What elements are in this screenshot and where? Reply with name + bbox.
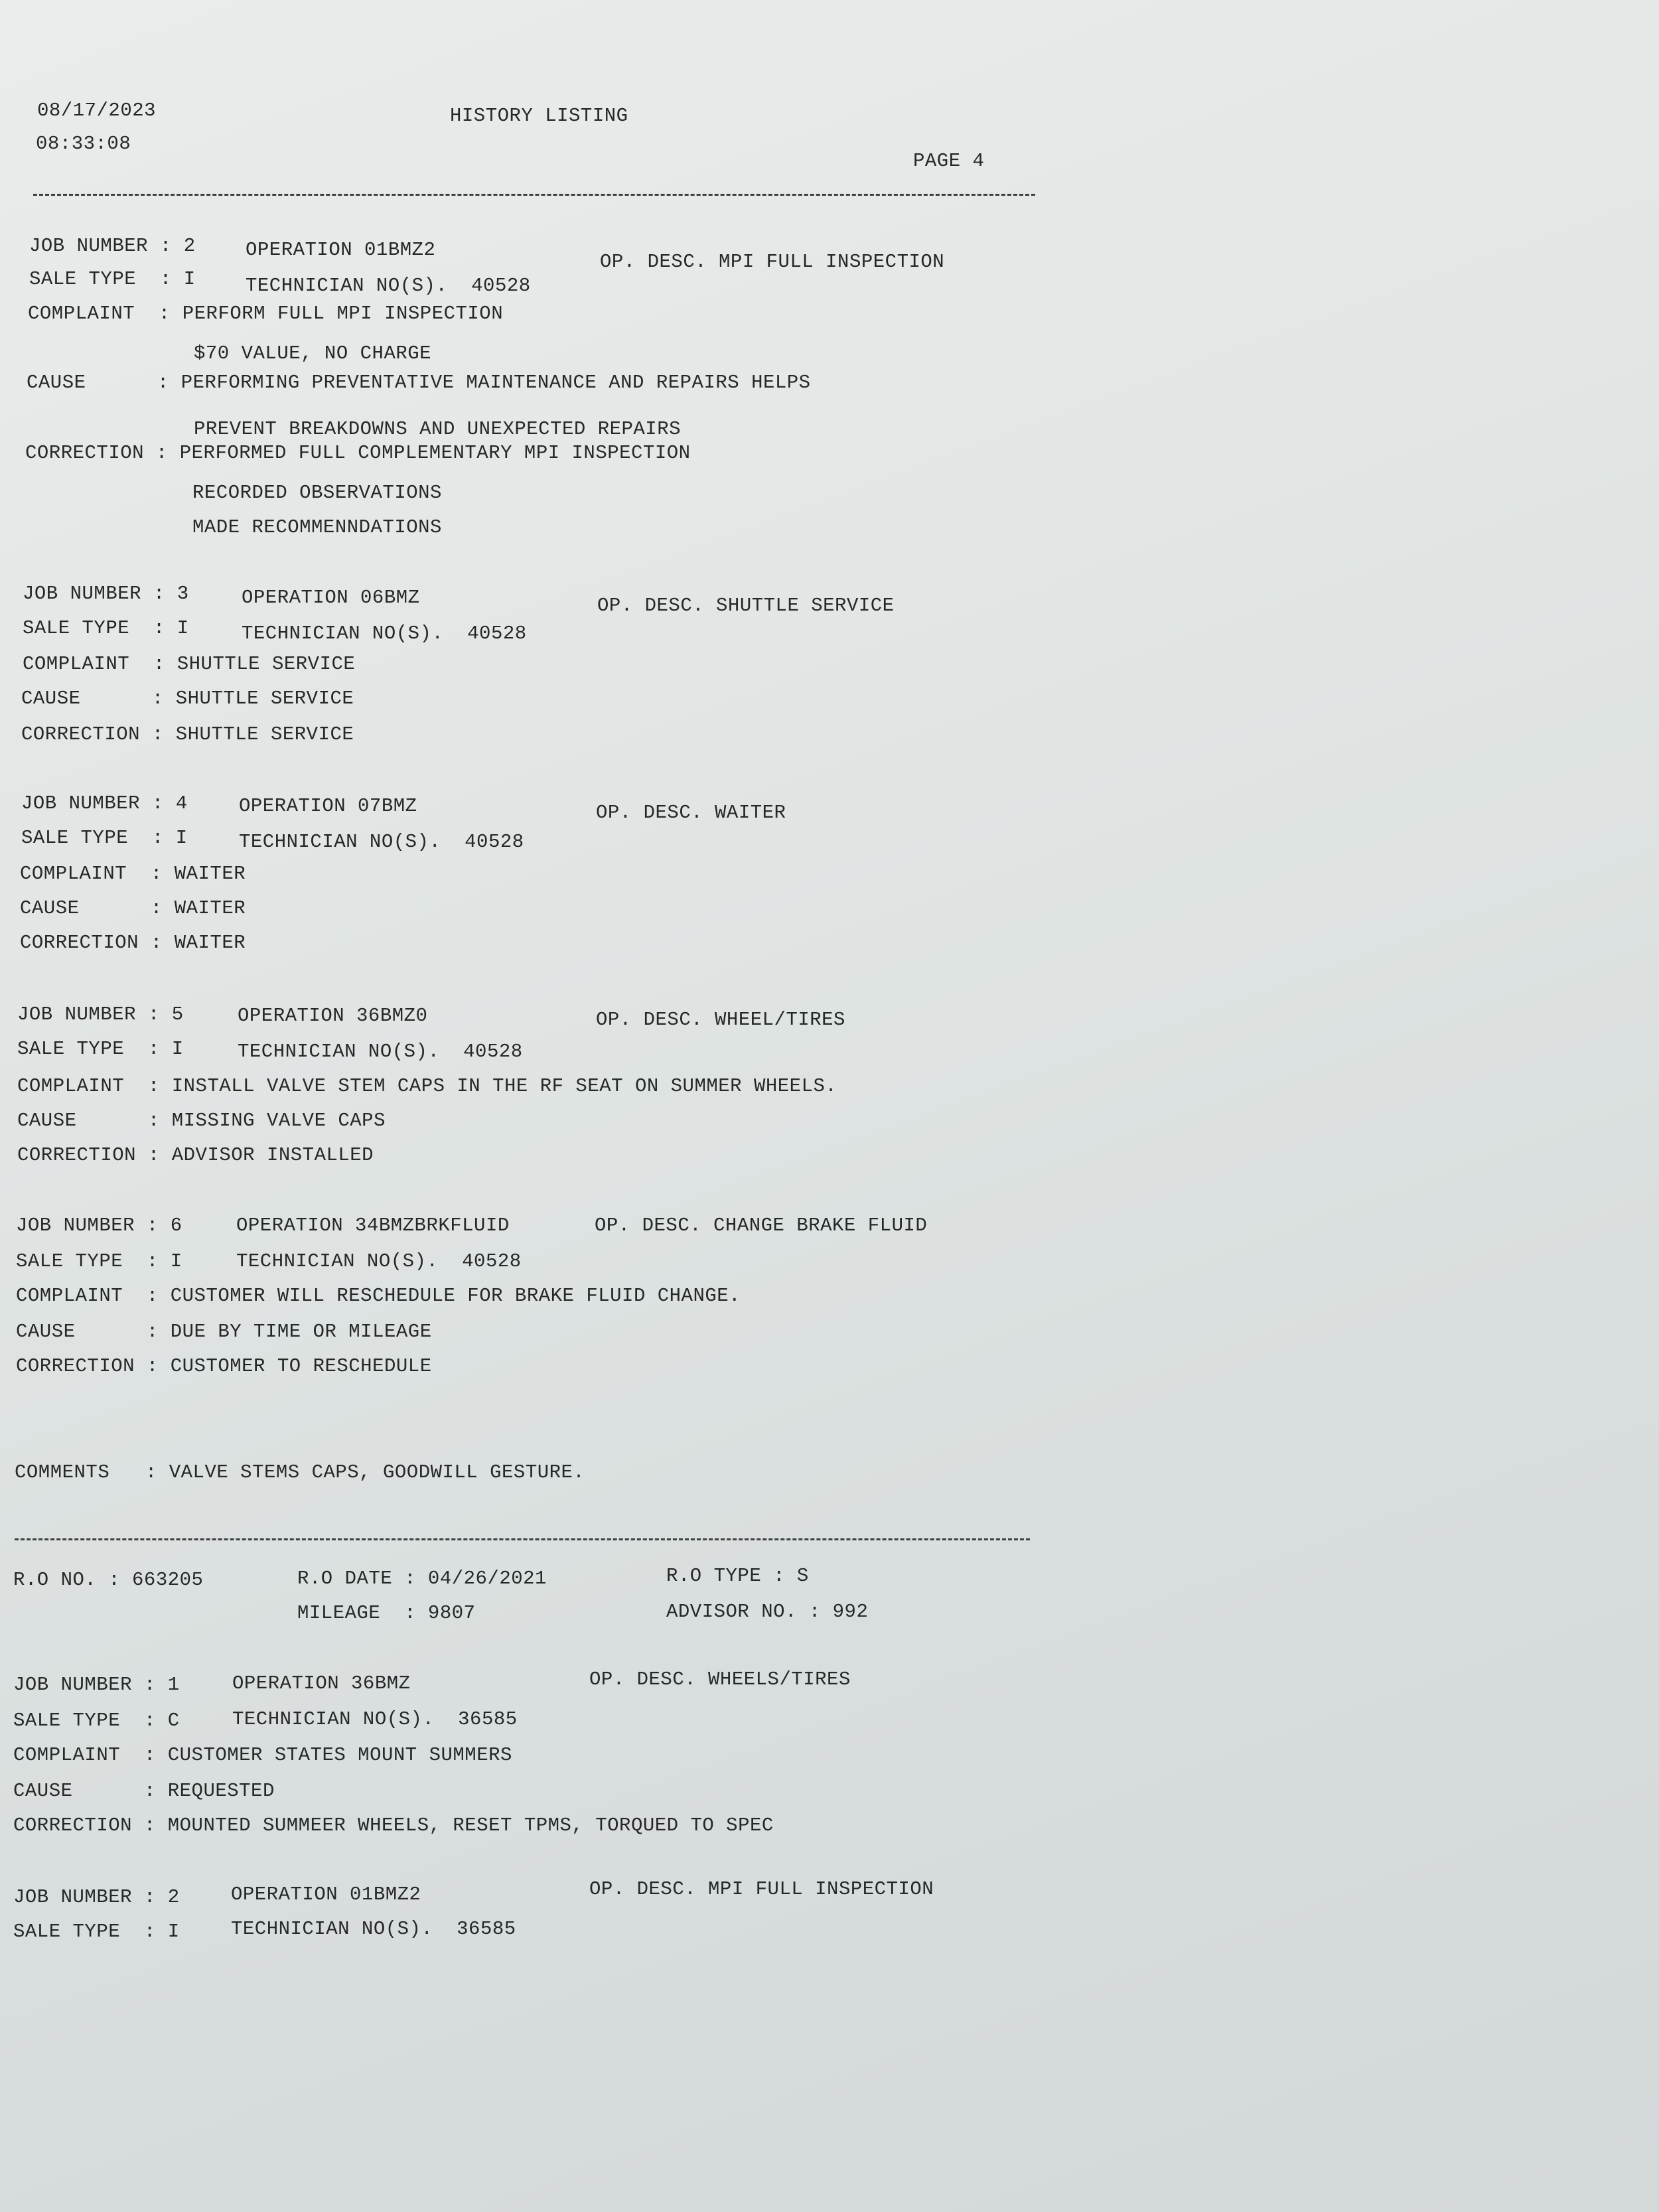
job-number: JOB NUMBER : 4 [21, 792, 188, 814]
job-cause: CAUSE : SHUTTLE SERVICE [21, 688, 354, 709]
job-correction: CORRECTION : CUSTOMER TO RESCHEDULE [16, 1355, 432, 1377]
job-correction: CORRECTION : SHUTTLE SERVICE [21, 723, 354, 745]
job-op-desc: OP. DESC. MPI FULL INSPECTION [589, 1878, 934, 1900]
job-complaint: COMPLAINT : CUSTOMER WILL RESCHEDULE FOR BRAKE FLUID CHANGE. [16, 1285, 741, 1307]
job-operation: OPERATION 01BMZ2 [246, 239, 436, 261]
print-date: 08/17/2023 [37, 100, 157, 121]
ro-mileage: MILEAGE : 9807 [297, 1602, 476, 1624]
job-number: JOB NUMBER : 5 [17, 1003, 184, 1025]
job-number: JOB NUMBER : 6 [16, 1215, 182, 1236]
job-op-desc: OP. DESC. WHEEL/TIRES [596, 1009, 845, 1031]
job-technician: TECHNICIAN NO(S). 40528 [246, 275, 531, 297]
job-technician: TECHNICIAN NO(S). 40528 [242, 623, 527, 644]
job-sale-type: SALE TYPE : I [23, 617, 189, 639]
job-number: JOB NUMBER : 2 [29, 235, 196, 257]
job-technician: TECHNICIAN NO(S). 36585 [232, 1708, 518, 1730]
job-number: JOB NUMBER : 1 [13, 1674, 180, 1696]
job-sale-type: SALE TYPE : I [29, 268, 196, 290]
job-technician: TECHNICIAN NO(S). 40528 [236, 1250, 522, 1272]
header-divider [33, 194, 1035, 196]
job-op-desc: OP. DESC. WHEELS/TIRES [589, 1668, 851, 1690]
job-op-desc: OP. DESC. WAITER [596, 802, 786, 824]
section-divider [15, 1538, 1030, 1540]
job-correction: CORRECTION : MOUNTED SUMMEER WHEELS, RESET TPMS, TORQUED TO SPEC [13, 1814, 774, 1836]
job-cause: CAUSE : REQUESTED [13, 1780, 275, 1802]
job-number: JOB NUMBER : 3 [23, 583, 189, 605]
job-sale-type: SALE TYPE : I [17, 1038, 184, 1060]
job-sale-type: SALE TYPE : C [13, 1710, 180, 1732]
job-cause: CAUSE : WAITER [20, 897, 246, 919]
ro-advisor: ADVISOR NO. : 992 [666, 1601, 869, 1623]
job-op-desc: OP. DESC. MPI FULL INSPECTION [600, 251, 945, 273]
print-time: 08:33:08 [36, 133, 131, 155]
job-correction-cont: RECORDED OBSERVATIONS [192, 482, 442, 504]
job-technician: TECHNICIAN NO(S). 40528 [238, 1041, 523, 1063]
job-complaint: COMPLAINT : CUSTOMER STATES MOUNT SUMMERS [13, 1744, 512, 1766]
job-op-desc: OP. DESC. CHANGE BRAKE FLUID [595, 1215, 928, 1236]
job-operation: OPERATION 36BMZ [232, 1672, 411, 1694]
job-number: JOB NUMBER : 2 [13, 1886, 180, 1908]
ro-number: R.O NO. : 663205 [13, 1569, 204, 1591]
job-operation: OPERATION 34BMZBRKFLUID [236, 1215, 510, 1236]
job-cause-cont: PREVENT BREAKDOWNS AND UNEXPECTED REPAIRS [194, 418, 682, 440]
job-correction: CORRECTION : PERFORMED FULL COMPLEMENTARY MPI INSPECTION [25, 442, 691, 464]
job-correction: CORRECTION : WAITER [20, 932, 246, 954]
job-sale-type: SALE TYPE : I [16, 1250, 182, 1272]
ro-type: R.O TYPE : S [666, 1565, 809, 1587]
job-complaint: COMPLAINT : WAITER [20, 863, 246, 885]
job-complaint: COMPLAINT : INSTALL VALVE STEM CAPS IN THE RF SEAT ON SUMMER WHEELS. [17, 1075, 837, 1097]
page-title: HISTORY LISTING [450, 105, 628, 127]
job-operation: OPERATION 36BMZ0 [238, 1005, 428, 1027]
job-cause: CAUSE : DUE BY TIME OR MILEAGE [16, 1321, 432, 1343]
job-operation: OPERATION 01BMZ2 [231, 1883, 421, 1905]
ro-date: R.O DATE : 04/26/2021 [297, 1568, 547, 1589]
job-correction-cont: MADE RECOMMENNDATIONS [192, 516, 442, 538]
comments: COMMENTS : VALVE STEMS CAPS, GOODWILL GESTURE. [15, 1461, 585, 1483]
job-complaint-cont: $70 VALUE, NO CHARGE [194, 342, 432, 364]
job-cause: CAUSE : PERFORMING PREVENTATIVE MAINTENANCE AND REPAIRS HELPS [27, 372, 811, 394]
job-op-desc: OP. DESC. SHUTTLE SERVICE [597, 595, 895, 617]
job-cause: CAUSE : MISSING VALVE CAPS [17, 1110, 386, 1132]
job-correction: CORRECTION : ADVISOR INSTALLED [17, 1144, 374, 1166]
job-technician: TECHNICIAN NO(S). 40528 [239, 831, 524, 853]
job-operation: OPERATION 06BMZ [242, 587, 420, 609]
job-complaint: COMPLAINT : SHUTTLE SERVICE [23, 653, 356, 675]
page-number: PAGE 4 [913, 150, 985, 172]
job-technician: TECHNICIAN NO(S). 36585 [231, 1918, 516, 1940]
job-sale-type: SALE TYPE : I [13, 1921, 180, 1943]
job-complaint: COMPLAINT : PERFORM FULL MPI INSPECTION [28, 303, 504, 325]
job-operation: OPERATION 07BMZ [239, 795, 417, 817]
job-sale-type: SALE TYPE : I [21, 827, 188, 849]
